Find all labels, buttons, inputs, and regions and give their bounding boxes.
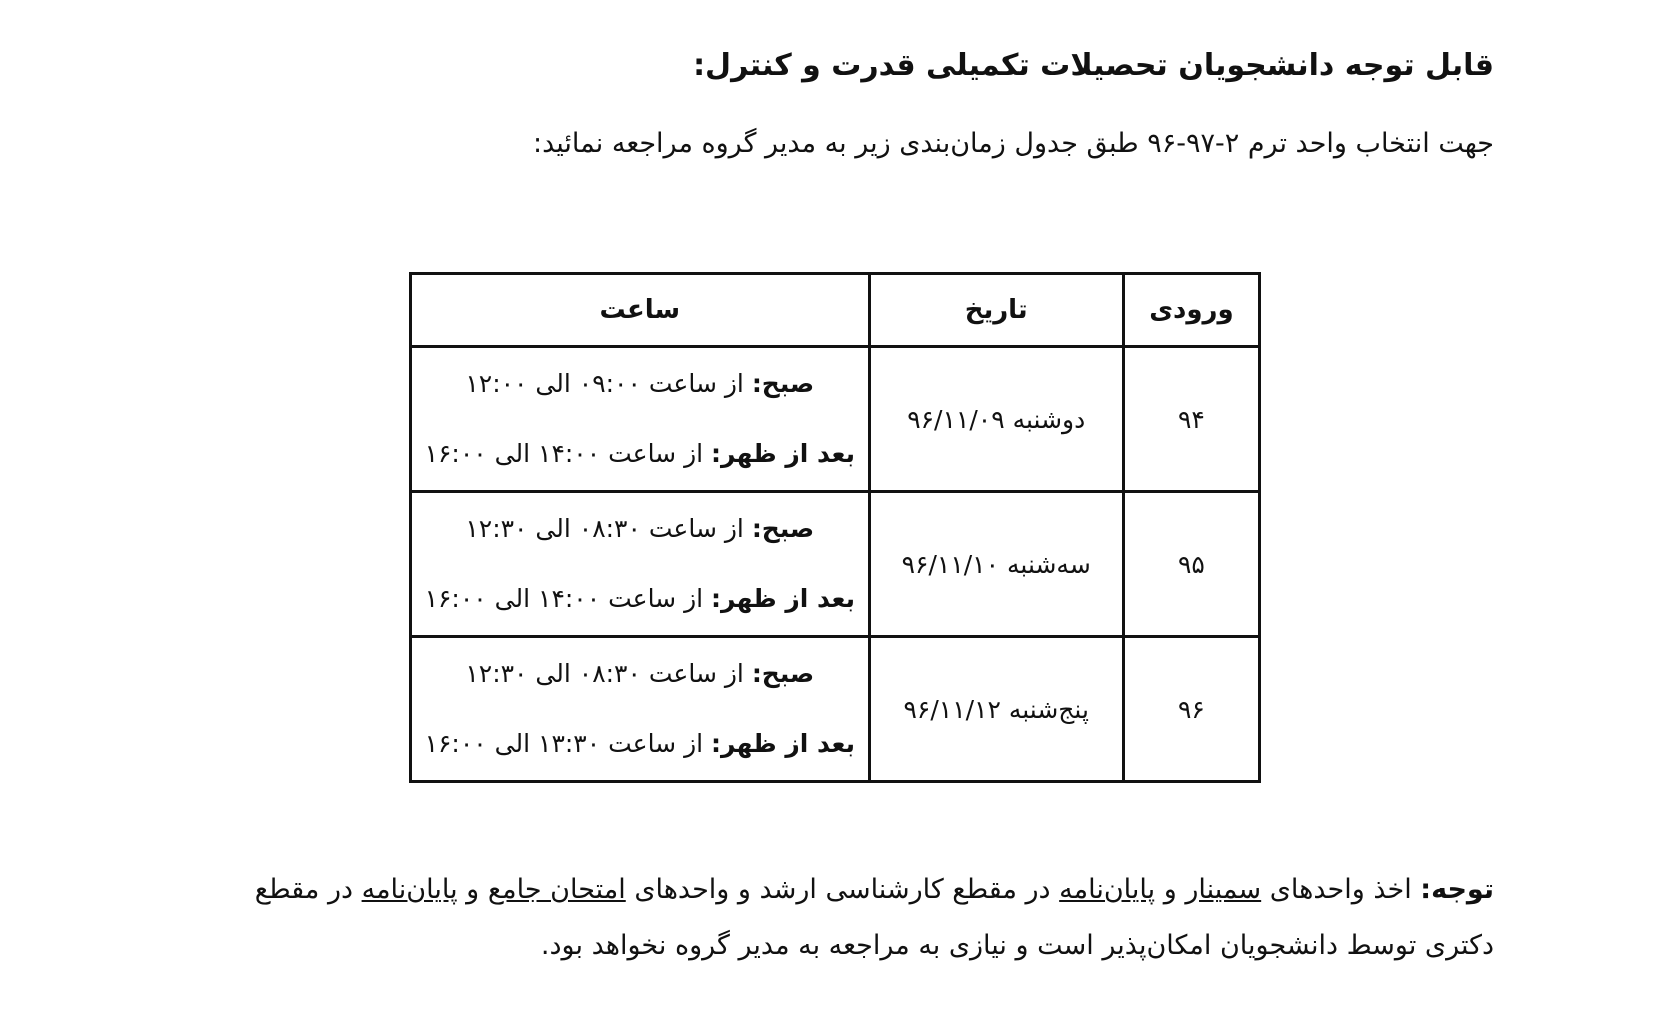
table-row [411, 347, 1260, 492]
afternoon-time [412, 709, 868, 779]
morning-time [412, 494, 868, 564]
cell-entry: ۹۵ [1123, 492, 1259, 637]
morning-range: از ساعت ۰۸:۳۰ الی ۱۲:۳۰ [465, 659, 752, 688]
morning-label: صبح: [751, 369, 815, 398]
note-text: در مقطع دکتری توسط دانشجویان امکان‌پذیر است و نیازی به مراجعه به مدیر گروه نخواهد بود. [254, 874, 1494, 961]
note-text: و [1155, 874, 1186, 905]
afternoon-time [412, 419, 868, 489]
note-paragraph [185, 862, 1494, 974]
morning-time [412, 639, 868, 709]
morning-time [412, 349, 868, 419]
note-text: و [457, 874, 488, 905]
afternoon-label: بعد از ظهر: [711, 584, 855, 613]
table-row [411, 637, 1260, 782]
note-underlined-dissertation: پایان‌نامه [361, 874, 458, 905]
cell-time [411, 347, 870, 492]
page-title: قابل توجه دانشجویان تحصیلات تکمیلی قدرت و کنترل: [693, 48, 1494, 83]
header-time: ساعت [411, 274, 870, 347]
note-text: در مقطع کارشناسی ارشد و واحدهای [625, 874, 1060, 905]
note-label: توجه: [1420, 874, 1494, 905]
morning-range: از ساعت ۰۸:۳۰ الی ۱۲:۳۰ [465, 514, 752, 543]
header-date: تاریخ [869, 274, 1123, 347]
afternoon-range: از ساعت ۱۴:۰۰ الی ۱۶:۰۰ [424, 439, 712, 468]
afternoon-range: از ساعت ۱۳:۳۰ الی ۱۶:۰۰ [424, 729, 712, 758]
note-text: اخذ واحدهای [1261, 874, 1421, 905]
cell-date: دوشنبه ۹۶/۱۱/۰۹ [869, 347, 1123, 492]
note-underlined-seminar: سمینار [1185, 874, 1262, 905]
morning-range: از ساعت ۰۹:۰۰ الی ۱۲:۰۰ [465, 369, 752, 398]
morning-label: صبح: [751, 659, 815, 688]
table-row [411, 492, 1260, 637]
cell-time [411, 637, 870, 782]
cell-entry: ۹۴ [1123, 347, 1259, 492]
afternoon-label: بعد از ظهر: [711, 729, 855, 758]
header-entry: ورودی [1123, 274, 1259, 347]
afternoon-range: از ساعت ۱۴:۰۰ الی ۱۶:۰۰ [424, 584, 712, 613]
note-underlined-thesis: پایان‌نامه [1059, 874, 1156, 905]
schedule-table [409, 272, 1261, 783]
table-header-row [411, 274, 1260, 347]
note-underlined-comprehensive-exam: امتحان جامع [487, 874, 626, 905]
afternoon-label: بعد از ظهر: [711, 439, 855, 468]
cell-date: پنج‌شنبه ۹۶/۱۱/۱۲ [869, 637, 1123, 782]
cell-entry: ۹۶ [1123, 637, 1259, 782]
afternoon-time [412, 564, 868, 634]
cell-date: سه‌شنبه ۹۶/۱۱/۱۰ [869, 492, 1123, 637]
cell-time [411, 492, 870, 637]
intro-paragraph: جهت انتخاب واحد ترم ۲-۹۷-۹۶ طبق جدول زمان‌بندی زیر به مدیر گروه مراجعه نمائید: [533, 128, 1494, 159]
morning-label: صبح: [751, 514, 815, 543]
